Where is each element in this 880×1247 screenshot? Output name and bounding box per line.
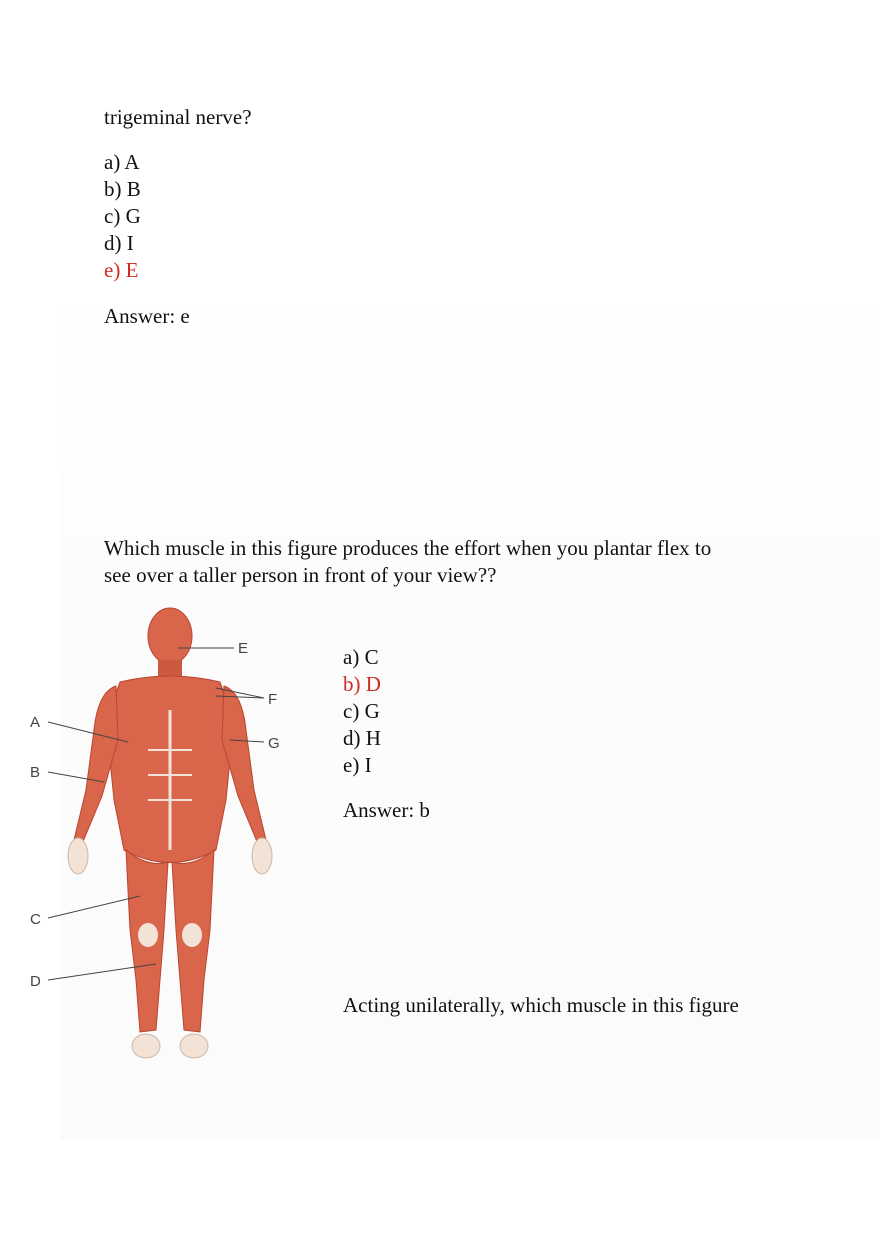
q2-option-d: d) H [343, 726, 381, 750]
q2-stem-line2: see over a taller person in front of your view?? [104, 563, 497, 587]
question2-answer: Answer: b [343, 798, 430, 822]
figure-label-b: B [30, 764, 41, 781]
q2-stem-line1: Which muscle in this figure produces the effort when you plantar flex to [104, 536, 712, 560]
figure-label-e: E [238, 640, 249, 657]
question3-stem: Acting unilaterally, which muscle in this figure [343, 993, 739, 1017]
question1-options [104, 149, 141, 284]
body-silhouette [68, 608, 272, 1058]
q2-option-a: a) C [343, 645, 379, 669]
question1-answer: Answer: e [104, 304, 190, 328]
q1-option-a: a) A [104, 150, 140, 174]
q1-option-e-correct: e) E [104, 258, 139, 282]
q2-option-e: e) I [343, 753, 372, 777]
figure-label-d: D [30, 973, 41, 990]
muscle-anatomy-figure [20, 600, 320, 1070]
question1-stem: trigeminal nerve? [104, 105, 252, 129]
figure-label-a: A [30, 714, 41, 731]
question2-stem [104, 535, 711, 589]
q1-option-d: d) I [104, 231, 134, 255]
q2-option-c: c) G [343, 699, 380, 723]
q1-option-b: b) B [104, 177, 141, 201]
figure-label-c: C [30, 911, 41, 928]
figure-label-f: F [268, 691, 278, 708]
question2-options [343, 644, 381, 779]
figure-label-g: G [268, 735, 280, 752]
q1-option-c: c) G [104, 204, 141, 228]
q2-option-b-correct: b) D [343, 672, 381, 696]
